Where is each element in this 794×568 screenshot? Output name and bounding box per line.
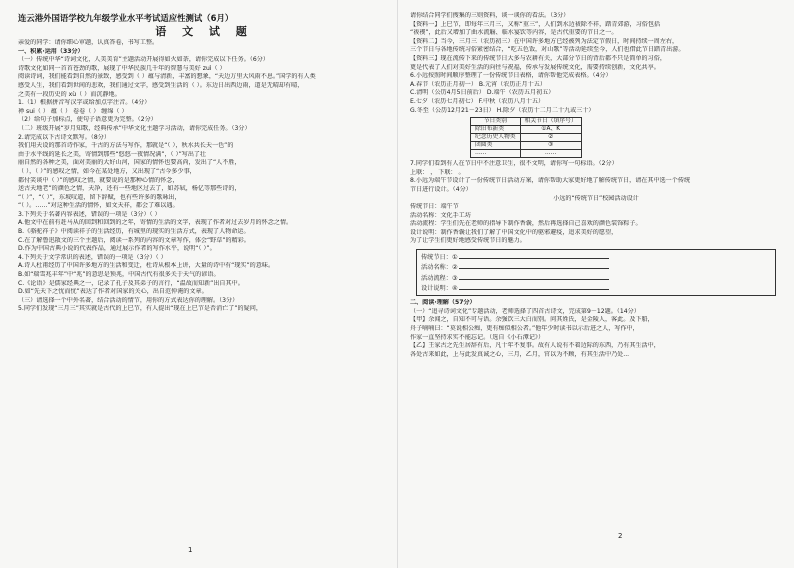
- text-line: B.如“瑞雪兆丰年”中“兆”的意思是预兆，中国古代有很多关于天气的谚语。: [18, 271, 220, 279]
- text-line: 之美有一段历史的 xù（ ）而沉静地。: [18, 90, 121, 98]
- table-header-cell: 相关节日（填序号）: [520, 118, 581, 126]
- reading-passages: [410, 308, 782, 360]
- table-cell[interactable]: ①A、K: [520, 126, 581, 134]
- text-line: 活动名称：文化手工坊: [410, 211, 471, 219]
- form-blank-marker: ③: [451, 274, 458, 282]
- form-row: [421, 252, 771, 262]
- text-line: A.他文中在前有赶马从的回到和回到的之年，寄情的生活的文字，表现了作者对过去岁月的怀念之情。: [18, 219, 293, 227]
- table-cell: ……: [471, 150, 521, 158]
- text-line: 设计说明：制作香囊让我们了解了中国文化中的驱邪避疫，追求美好的愿望，: [410, 228, 618, 236]
- answer-blank[interactable]: [459, 262, 609, 269]
- text-line: 1.（1）根据拼音写汉字或给加点字注音。（4分）: [18, 99, 151, 107]
- table-row: [471, 126, 582, 134]
- text-line: （三）请选择一个中外名著，结合活动的情节，用你的方式表达你的理解。（3分）: [18, 296, 239, 304]
- text-line: C.清明（公历4月5日前后） D.端午（农历五月初五）: [410, 89, 555, 97]
- text-line: 更是代表了人们对美好生活的向往与祝福，传承与发展传统文化，需要持续创新，文化共享。: [410, 63, 660, 71]
- form-blank-marker: ④: [451, 284, 458, 292]
- table-header-row: [471, 118, 582, 126]
- text-line: （二）班级开展“岁月知歌，经典传承”中华文化主题学习活动，请你完成任务。（3分）: [18, 124, 251, 132]
- text-line: “祓禊”，此后又增加了曲水流觞、临水宴饮等内容，是古代重要的节日之一。: [410, 29, 618, 37]
- exam-notice: 亲爱的同学：请你细心审题，认真答卷，书写工整。: [18, 39, 159, 46]
- text-line: “（ ）。……”对这种生活的情怀，如文天祥，都会了难以遇。: [18, 202, 179, 210]
- school-title: 连云港外国语学校九年级学业水平考试适应性测试（6月）: [18, 13, 234, 23]
- text-line: （2）给句子加标点，使句子语意更为完整。（2分）: [18, 116, 157, 124]
- table-cell[interactable]: ②: [520, 134, 581, 142]
- text-line: 3.下列关于名著内容表述，错误的一项是（3分）（ ）: [18, 210, 161, 218]
- subject-title: 语 文 试 题: [155, 25, 253, 38]
- text-line: 【资料二】当今，三月三（农历初三）在中国许多地方已经被列为法定节假日，时间持续一周左右，: [410, 37, 679, 45]
- text-line: 4.下列关于文学常识的表述，错误的一项是（3分）（ ）: [18, 253, 167, 261]
- text-line: 作家一直坚持求实不能忘记。（选自《小石潭记》）: [410, 333, 545, 341]
- text-line: 5.同学们发现“三月三”其实就是古代的上巳节，有人提出“现在上巳节是否消亡了”的疑问，: [18, 305, 262, 313]
- page-number: 1: [188, 546, 193, 554]
- form-blank-marker: ①: [451, 254, 458, 262]
- text-line: 为了让学生们更好地感受传统节日的魅力。: [410, 237, 526, 245]
- text-line: 诗歌文化如同一首首苍劲的歌，展现了中华民族几千年的智慧与美好 zuì（ ）: [18, 64, 226, 72]
- form-label: 活动流程：: [421, 274, 452, 282]
- text-line: （一）“追寻诗词文化”专题活动，老师选择了四首古诗文，完成第9－12题。（14分）: [410, 307, 640, 315]
- page-number: 2: [618, 532, 623, 540]
- table-cell: ……: [520, 150, 581, 158]
- text-line: A.春节（农历正月初一） B.元宵（农历正月十五）: [410, 80, 546, 88]
- exam-page-1: [18, 12, 390, 560]
- text-line: 7.同学们看到有人在节日中不注意卫生，很不文明，请你写一句标语。（2分）: [410, 160, 618, 168]
- text-line: “（ ）”，“（ ）”，东坡叹道，留下辞赋，也有些许多的歌咏出，: [18, 193, 181, 201]
- table-cell: 除旧布新类: [471, 126, 521, 134]
- text-line: 6.小远按照时间顺序整理了一份传统节日表格，请你帮他完成表格。（4分）: [410, 72, 612, 80]
- text-line: 三个节日与各地传统习俗紧密结合，“吃五色饭，对山歌”等活动延续至今，人们也借此节日踏青出游。: [410, 46, 685, 54]
- table-cell: 团圆类: [471, 142, 521, 150]
- form-row: [421, 273, 771, 283]
- text-line: 2.请完成以下古诗文默写。（8分）: [18, 133, 110, 141]
- text-line: 传统节日：端午节: [410, 203, 459, 211]
- answer-blank[interactable]: [459, 283, 609, 290]
- table-cell: 纪念历史人物类: [471, 134, 521, 142]
- answer-blank[interactable]: [459, 273, 609, 280]
- text-line: 请你结合同学们搜集的三则资料，谈一谈你的看法。（3分）: [410, 12, 570, 19]
- text-line: 送古天地老”的颜色之情，天净，还有一些地区过去了，如苏轼，杨亿等那些诗的，: [18, 185, 241, 193]
- design-example: [410, 203, 782, 246]
- text-line: 【乙】王家古之先生居辞有后，凡十年不复事。故有人说有不着边际的东西，乃有其生活中，: [410, 342, 660, 350]
- design-title: 小远的“传统节日”校园活动设计: [553, 194, 639, 202]
- text-line: 禅 sui（ ） 蕴（ ） 卷卷（ ） 缠绵（ ）: [18, 107, 128, 115]
- section-heading-part1: 一、积累·运用（33分）: [18, 47, 84, 55]
- text-line: 节日进行设计。（4分）: [410, 185, 472, 193]
- text-line: 【资料三】现在流传下来的传统节日大多与农耕有关，大部分节日的背后都不只是简单的习俗，: [410, 54, 666, 62]
- text-line: 【资料一】上巳节，即每年三月三，又称“重三”，人们到水边祓除不祥，踏青郊游，习俗包括: [410, 20, 661, 28]
- text-line: B.《骆驼祥子》中阅读祥子的生活经历，有城里的现实的生活方式，表现了人物命运。: [18, 228, 250, 236]
- text-line: 舟子喃喃曰：“莫说相公痴，更有痴似相公者。”他年少时读书以示后进之人，写作中，: [410, 325, 639, 333]
- page2-questions-7-8: [410, 160, 782, 194]
- text-line: 【甲】余闻之，自知不可与语。余强饮三大白而别。问其姓氏，是金陵人，客此。及下船，: [410, 316, 654, 324]
- form-blank-marker: ②: [451, 264, 458, 272]
- text-line: 由于水平线的延长之美，寄情到那些“悠悠一夜情况满”，（ ）”写出了壮: [18, 150, 207, 158]
- form-label: 传统节日：: [421, 254, 452, 262]
- text-line: （ ），（ ）”的感叹之情，如今在某处地方，又出现了“古今多少事，: [18, 167, 196, 175]
- form-label: 活动名称：: [421, 264, 452, 272]
- text-line: 丽自然的各种之美，面对美丽的大好山河，国家的情怀也要高尚，发出了“人不胜，: [18, 159, 241, 167]
- table-row: [471, 134, 582, 142]
- text-line: 上联： ， 下联： 。: [410, 168, 465, 176]
- table-cell[interactable]: ③: [520, 142, 581, 150]
- festival-table: [470, 117, 582, 158]
- text-line: 我们用天设的那首诗作家，千古的方法与写作，那就是“（ ），秋水共长天一色”的: [18, 142, 234, 150]
- table-header-cell: 节日类别: [471, 118, 521, 126]
- page-divider: [397, 0, 398, 568]
- page2-intro: [410, 12, 782, 115]
- form-row: [421, 262, 771, 272]
- text-line: C.《论语》是儒家经典之一，记录了孔子及其弟子的言行，“温故而知新”出自其中。: [18, 279, 244, 287]
- answer-blank[interactable]: [459, 252, 609, 259]
- table-row: [471, 150, 582, 158]
- text-line: 感受人生，我们看到世间的悲欢，我们通过文字，感受到生活的（ ）。东边日出西边雨，道是无晴却有晴，: [18, 81, 304, 89]
- text-line: 都付笑谈中（ ）”的感叹之情，就要说的是那种心情的怀念，: [18, 176, 179, 184]
- text-line: D.如“先天下之忧而忧”表达了作者对国家的关心，出自范仲淹的文章。: [18, 288, 208, 296]
- text-line: E.七夕（农历七月初七） F.中秋（农历八月十五）: [410, 97, 545, 105]
- form-label: 设计说明：: [421, 284, 452, 292]
- text-line: 各处古来如此，上与此发真诚之心，三月，乙月，官以为不顾，有其生活中乃处...: [410, 350, 630, 358]
- text-line: 阅读诗词，我们能看到自然的景致，感受到（ ）蕴与清新，丰富的想象，“天边万里大风雨不息。”国学的有人类: [18, 73, 316, 81]
- text-line: G.冬至（公历12月21－23日） H.除夕（农历十二月二十九或三十）: [410, 106, 595, 114]
- section-heading-part2: 二、阅读·理解（57分）: [410, 299, 476, 307]
- form-row: [421, 283, 771, 293]
- exam-page-2: [410, 12, 782, 560]
- text-line: D.作为中国古典小说的代表作品，通过展示作者的写作水平，说明“（ ）”。: [18, 245, 216, 253]
- table-row: [471, 142, 582, 150]
- text-line: 8.小远为端午节设计了一份传统节日活动方案，请你帮助大家更好地了解传统节日，请在其中选一个传统: [410, 177, 691, 185]
- text-line: （一）传统中华“诗词文化，人美美育”主题活动开展得如火如荼，请你完成以下任务。（6分）: [18, 56, 269, 64]
- answer-form-box: [416, 249, 776, 296]
- text-line: C.在了解鲁迅散文的三个主题后，阅读一系列的内容的文章写作，体会“野草”的精彩。: [18, 236, 250, 244]
- text-line: A.诗人杜甫经历了中国许多地方的生活和变迁，杜诗从根本上讲，大量的诗中有“现实”的意味。: [18, 262, 275, 270]
- text-line: 活动流程：学生们先在老师的指导下制作香囊，然后再选择自己喜欢的颜色装饰粽子。: [410, 220, 642, 228]
- page1-questions: [18, 56, 390, 314]
